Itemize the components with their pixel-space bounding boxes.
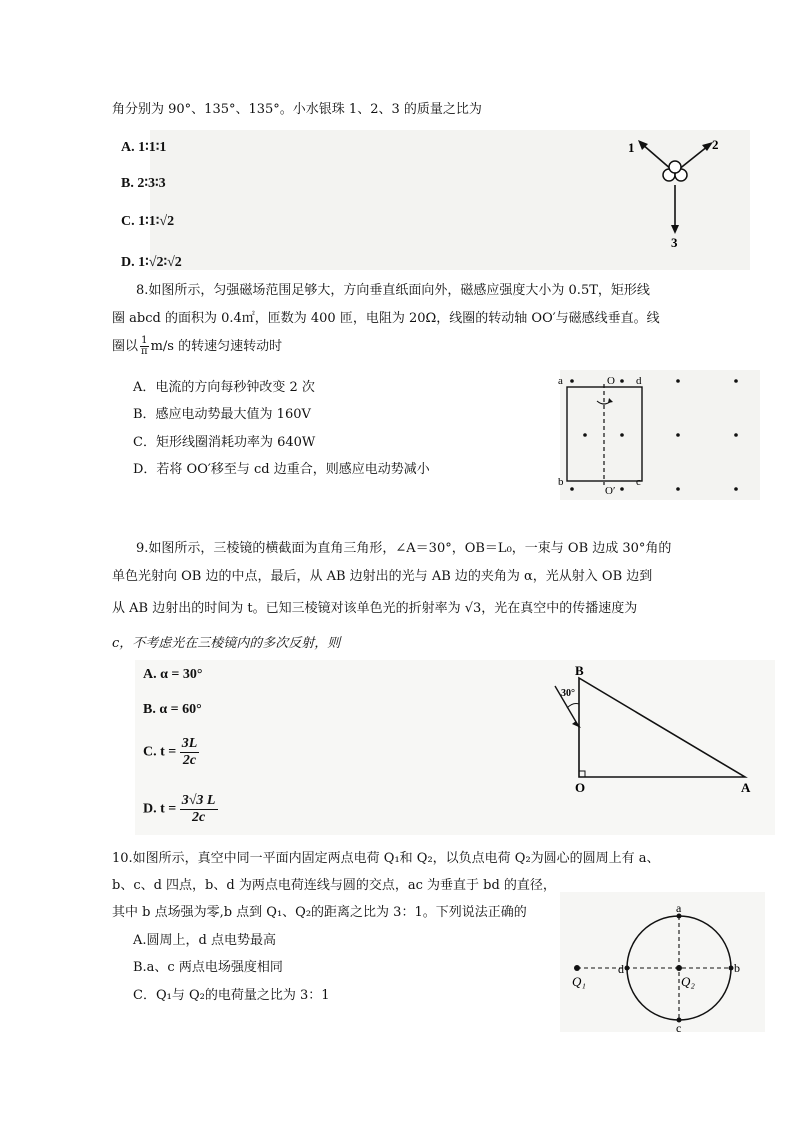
q8-label-o-prime: O′ [605, 485, 616, 497]
q10-label-b: b [734, 961, 740, 975]
q8-label-o: O [607, 375, 615, 387]
q9-label-angle: 30° [561, 688, 575, 699]
q9-label-A: A [741, 780, 751, 795]
q8-frac-num: 1 [141, 335, 148, 346]
q8-line-2: 圈 abcd 的面积为 0.4㎡，匝数为 400 匝，电阻为 20Ω，线圈的转动轴 OO′与磁感线垂直。线 [112, 311, 660, 326]
q9-option-a: A. α = 30° [143, 667, 203, 682]
q10-line-2: b、c、d 四点，b、d 为两点电荷连线与圆的交点，ac 为垂直于 bd 的直径， [112, 878, 556, 893]
q10-line-1: 10.如图所示，真空中同一平面内固定两点电荷 Q₁和 Q₂，以负点电荷 Q₂为圆心的圆周上有 a、 [112, 851, 660, 866]
q9-line-1: 9.如图所示，三棱镜的横截面为直角三角形，∠A＝30°，OB＝L₀，一束与 OB 边成 30°角的 [136, 541, 672, 556]
q10-label-d: d [618, 962, 624, 976]
q8-label-d: d [636, 375, 642, 387]
q9-d-num: 3√3 L [181, 793, 216, 808]
q7-option-b: B. 2∶3∶3 [121, 176, 166, 191]
q9-label-O: O [575, 780, 586, 795]
q8-option-d: D．若将 OO′移至与 cd 边重合，则感应电动势减小 [133, 462, 430, 477]
q9-c-num: 3L [181, 736, 198, 751]
q8-frac-den: π [141, 346, 148, 357]
q7-option-d: D. 1∶√2∶√2 [121, 255, 182, 270]
q7-mercury-figure [620, 130, 730, 250]
q9-option-d-fraction [180, 793, 218, 826]
q10-label-q1: Q₁ [572, 974, 586, 989]
q7-label-3: 3 [671, 235, 678, 250]
q9-d-den: 2c [192, 810, 206, 825]
q10-label-a: a [676, 901, 682, 915]
q8-option-a: A．电流的方向每秒钟改变 2 次 [133, 380, 315, 395]
q8-line-3-pre: 圈以 [112, 339, 139, 354]
q9-c-den: 2c [182, 753, 197, 768]
q8-speed-fraction [140, 336, 149, 357]
q10-option-b: B.a、c 两点电场强度相同 [133, 960, 283, 975]
q9-line-2: 单色光射向 OB 边的中点，最后，从 AB 边射出的光与 AB 边的夹角为 α，光从射入 OB 边到 [112, 569, 653, 584]
q8-line-1: 8.如图所示，匀强磁场范围足够大，方向垂直纸面向外，磁感应强度大小为 0.5T，矩形线 [136, 283, 650, 298]
q10-option-c: C．Q₁与 Q₂的电荷量之比为 3：1 [133, 988, 330, 1003]
q9-option-d-label: D. t = [143, 801, 177, 817]
q10-label-q2: Q₂ [681, 974, 695, 989]
q9-option-c-label: C. t = [143, 744, 177, 760]
q7-label-2: 2 [712, 137, 719, 152]
q7-stem: 角分别为 90°、135°、135°。小水银珠 1、2、3 的质量之比为 [112, 102, 482, 117]
q8-coil-figure [555, 370, 755, 500]
q9-prism-figure [545, 660, 770, 800]
q10-charge-figure [560, 892, 765, 1032]
q7-option-c: C. 1∶1∶√2 [121, 214, 175, 229]
q9-line-3: 从 AB 边射出的时间为 t。已知三棱镜对该单色光的折射率为 √3，光在真空中的传播速度为 [112, 601, 638, 616]
q9-line-4: c，不考虑光在三棱镜内的多次反射，则 [112, 636, 341, 651]
q8-label-c: c [636, 476, 641, 488]
q8-label-a: a [558, 375, 563, 387]
q7-option-a: A. 1∶1∶1 [121, 140, 167, 155]
q8-line-3-post: m/s 的转速匀速转动时 [150, 339, 283, 354]
q8-label-b: b [558, 476, 564, 488]
q9-option-d [143, 793, 218, 826]
q10-label-c: c [676, 1021, 682, 1032]
q9-option-c-fraction [180, 736, 200, 769]
q9-label-B: B [575, 663, 584, 678]
q8-option-b: B．感应电动势最大值为 160V [133, 407, 311, 422]
q10-option-a: A.圆周上，d 点电势最高 [133, 933, 276, 948]
q9-option-c [143, 736, 199, 769]
q10-line-3: 其中 b 点场强为零,b 点到 Q₁、Q₂的距离之比为 3：1。下列说法正确的 [112, 905, 527, 920]
q7-label-1: 1 [628, 140, 635, 155]
q8-option-c: C．矩形线圈消耗功率为 640W [133, 435, 316, 450]
q9-option-b: B. α = 60° [143, 702, 202, 717]
q8-line-3 [112, 336, 282, 357]
